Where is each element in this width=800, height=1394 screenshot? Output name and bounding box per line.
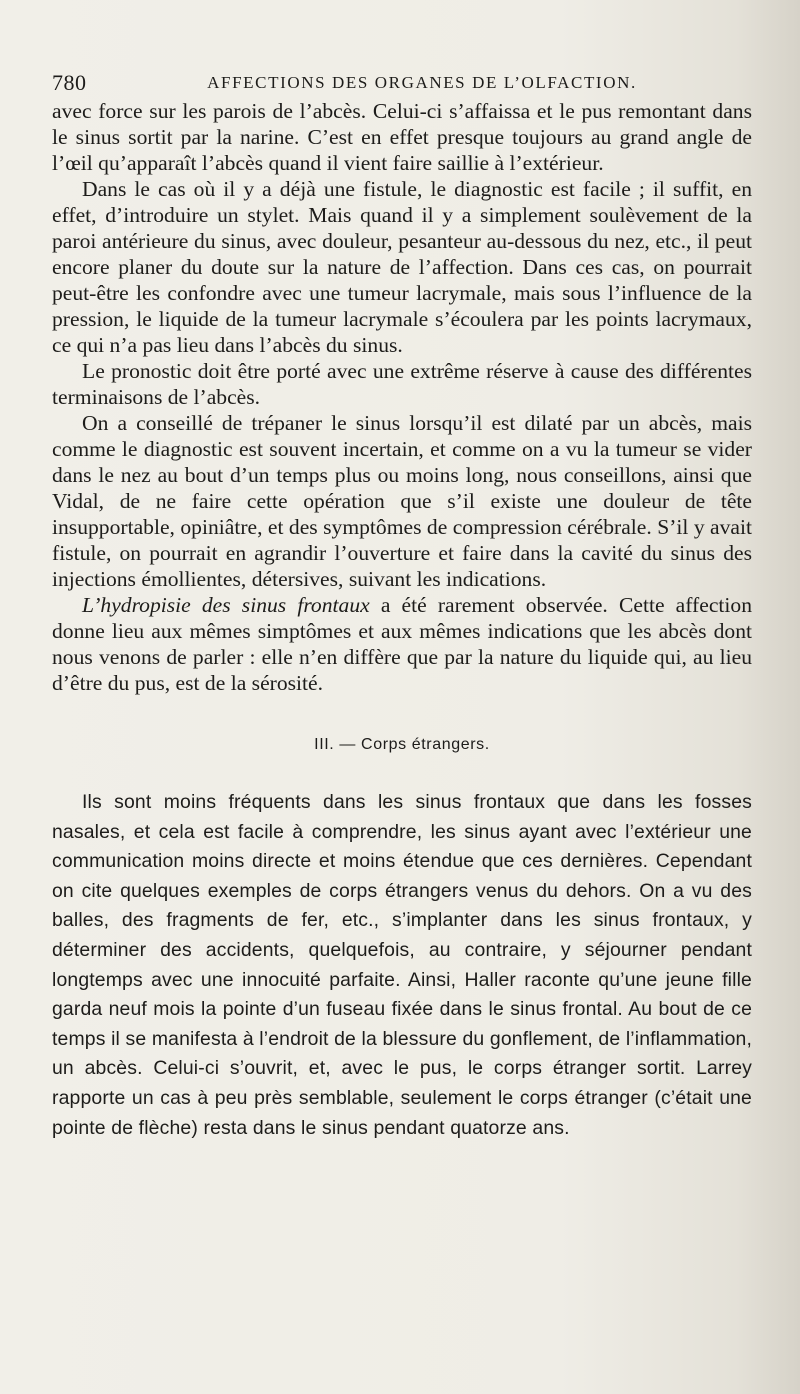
paragraph-pronostic: Le pronostic doit être porté avec une extrême réserve à cause des différentes terminaisons de l’abcès.	[52, 359, 752, 409]
running-title: AFFECTIONS DES ORGANES DE L’OLFACTION.	[207, 73, 637, 92]
paragraph-foreign-bodies: Ils sont moins fréquents dans les sinus frontaux que dans les fosses nasales, et cela est facile à comprendre, les sinus ayant avec l’extérieur une communication moins directe et moins étendue que ces dernières. Cependant on cite quelques exemples de corps étrangers venus du dehors. On a vu des balles, des fragments de fer, etc., s’implanter dans les sinus frontaux, y déterminer des accidents, quelquefois, au contraire, y séjourner pendant longtemps avec une innocuité parfaite. Ainsi, Haller raconte qu’une jeune fille garda neuf mois la pointe d’un fuseau fixée dans le sinus frontal. Au bout de ce temps il se manifesta à l’endroit de la blessure du gonflement, de l’inflammation, un abcès. Celui-ci s’ouvrit, et, avec le pus, le corps étranger sortit. Larrey rapporte un cas à peu près semblable, seulement le corps étranger (c’était une pointe de flèche) resta dans le sinus pendant quatorze ans.	[52, 791, 752, 1139]
hydropisie-term: L’hydropisie des sinus frontaux	[82, 593, 370, 617]
paragraph-hydropisie	[52, 592, 752, 696]
page-header	[52, 70, 752, 100]
page-number: 780	[52, 70, 87, 95]
paragraph-diagnostic: Dans le cas où il y a déjà une fistule, le diagnostic est facile ; il suffit, en effet, d’introduire un stylet. Mais quand il y a simplement soulèvement de la paroi antérieure du sinus, avec douleur, pesanteur au-dessous du nez, etc., il peut encore planer du doute sur la nature de l’affection. Dans ces cas, on pourrait peut-être les confondre avec une tumeur lacrymale, mais sous l’influence de la pression, le liquide de la tumeur lacrymale s’écoulera par les points lacrymaux, ce qui n’a pas lieu dans l’abcès du sinus.	[52, 177, 752, 357]
paragraph-continued: avec force sur les parois de l’abcès. Celui-ci s’affaissa et le pus remontant dans le sinus sortit par la narine. C’est en effet presque toujours au grand angle de l’œil qu’apparaît l’abcès quand il vient faire saillie à l’extérieur.	[52, 99, 752, 175]
section-heading: III. — Corps étrangers.	[314, 736, 490, 753]
paragraph-treatment: On a conseillé de trépaner le sinus lorsqu’il est dilaté par un abcès, mais comme le diagnostic est souvent incertain, et comme on a vu la tumeur se vider dans le nez au bout d’un temps plus ou moins long, nous conseillons, ainsi que Vidal, de ne faire cette opération que s’il existe une douleur de tête insupportable, opiniâtre, et des symptômes de compression cérébrale. S’il y avait fistule, on pourrait en agrandir l’ouverture et faire dans la cavité du sinus des injections émollientes, détersives, suivant les indications.	[52, 411, 752, 591]
hydropisie-text: a été rarement observée. Cette affection donne lieu aux mêmes simptômes et aux mêmes indications que les abcès dont nous venons de parler : elle n’en diffère que par la nature du liquide qui, au lieu d’être du pus, est de la sérosité.	[52, 593, 752, 695]
body-text	[52, 98, 752, 1143]
